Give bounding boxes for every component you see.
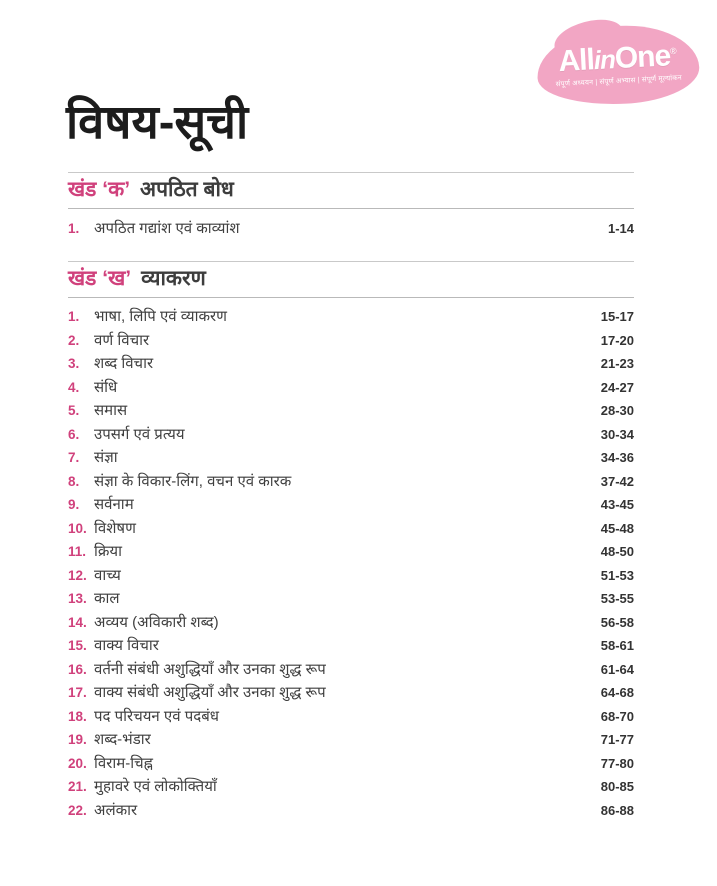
item-title: विशेषण (94, 519, 136, 537)
item-title: शब्द विचार (94, 355, 154, 373)
section-badge: खंड ‘क’ (68, 178, 131, 201)
item-number: 3. (68, 356, 80, 372)
item-number: 17. (68, 685, 87, 701)
item-pages: 17-20 (600, 332, 634, 348)
item-number: 9. (68, 497, 80, 513)
item-title: मुहावरे एवं लोकोक्तियाँ (94, 778, 217, 796)
item-title: वाक्य संबंधी अशुद्धियाँ और उनका शुद्ध रूप (94, 684, 326, 702)
section-header (68, 261, 634, 298)
item-pages: 56-58 (600, 614, 634, 630)
item-title: भाषा, लिपि एवं व्याकरण (94, 308, 227, 326)
item-title: वाच्य (94, 566, 121, 584)
item-pages: 37-42 (600, 473, 634, 489)
item-title: अलंकार (94, 801, 138, 819)
item-pages: 24-27 (600, 379, 634, 395)
sections (68, 172, 634, 843)
section-item-list (68, 306, 634, 823)
toc-section (68, 261, 634, 823)
item-title: पद परिचयन एवं पदबंध (94, 707, 219, 725)
item-number: 5. (68, 403, 80, 419)
item-title: संज्ञा (94, 449, 118, 467)
item-pages: 58-61 (600, 638, 634, 654)
logo-word-all: All (557, 43, 595, 79)
toc-item (68, 494, 634, 517)
item-title: वाक्य विचार (94, 637, 159, 655)
item-number: 11. (68, 544, 87, 560)
registered-mark-icon: ® (669, 45, 677, 57)
item-title: शब्द-भंडार (94, 731, 151, 749)
toc-item (68, 588, 634, 611)
toc-item (68, 329, 634, 352)
item-number: 22. (68, 802, 87, 818)
logo-wordmark (558, 41, 678, 77)
item-title: संज्ञा के विकार-लिंग, वचन एवं कारक (94, 472, 292, 490)
toc-item (68, 635, 634, 658)
item-pages: 71-77 (600, 732, 634, 748)
item-pages: 80-85 (600, 779, 634, 795)
item-pages: 1-14 (607, 220, 634, 236)
section-title: व्याकरण (141, 266, 206, 290)
toc-item (68, 682, 634, 705)
toc-item (68, 564, 634, 587)
item-number: 1. (68, 220, 80, 236)
item-number: 15. (68, 638, 87, 654)
item-pages: 48-50 (600, 544, 634, 560)
toc-item (68, 400, 634, 423)
page-title: विषय-सूची (66, 95, 249, 148)
item-number: 6. (68, 426, 80, 442)
section-item-list (68, 217, 634, 240)
item-number: 4. (68, 379, 80, 395)
item-title: सर्वनाम (94, 496, 134, 514)
item-number: 10. (68, 520, 87, 536)
item-pages: 34-36 (600, 450, 634, 466)
item-pages: 86-88 (600, 802, 634, 818)
item-number: 1. (68, 309, 80, 325)
item-number: 7. (68, 450, 80, 466)
item-title: वर्तनी संबंधी अशुद्धियाँ और उनका शुद्ध रूप (94, 660, 326, 678)
section-header (68, 172, 634, 209)
item-title: संधि (94, 378, 118, 396)
toc-item (68, 658, 634, 681)
toc-item (68, 729, 634, 752)
logo-tagline: संपूर्ण अध्ययन | संपूर्ण अभ्यास | संपूर्ण मूल्यांकन (555, 74, 683, 89)
toc-item (68, 611, 634, 634)
item-number: 14. (68, 614, 87, 630)
toc-item (68, 353, 634, 376)
item-title: विराम-चिह्न (94, 754, 153, 772)
item-pages: 61-64 (600, 661, 634, 677)
toc-item (68, 423, 634, 446)
toc-item (68, 517, 634, 540)
item-number: 18. (68, 708, 87, 724)
toc-item (68, 752, 634, 775)
item-pages: 30-34 (600, 426, 634, 442)
item-number: 2. (68, 332, 80, 348)
item-number: 20. (68, 755, 87, 771)
toc-item (68, 470, 634, 493)
item-pages: 15-17 (600, 309, 634, 325)
item-number: 12. (68, 567, 87, 583)
item-pages: 64-68 (600, 685, 634, 701)
toc-item (68, 306, 634, 329)
item-pages: 68-70 (600, 708, 634, 724)
section-badge: खंड ‘ख’ (68, 266, 132, 290)
toc-item (68, 217, 634, 240)
item-pages: 77-80 (600, 755, 634, 771)
logo-word-one: One (614, 39, 672, 76)
toc-item (68, 705, 634, 728)
item-number: 8. (68, 473, 80, 489)
toc-item (68, 799, 634, 822)
toc-section (68, 172, 634, 241)
item-pages: 43-45 (600, 497, 634, 513)
item-number: 16. (68, 661, 87, 677)
toc-item (68, 541, 634, 564)
item-pages: 45-48 (600, 520, 634, 536)
item-title: क्रिया (94, 543, 122, 561)
toc-item (68, 376, 634, 399)
item-title: अपठित गद्यांश एवं काव्यांश (94, 219, 240, 237)
item-title: समास (94, 402, 128, 420)
item-pages: 53-55 (600, 591, 634, 607)
item-pages: 51-53 (600, 567, 634, 583)
item-pages: 28-30 (600, 403, 634, 419)
toc-item (68, 776, 634, 799)
item-number: 13. (68, 591, 87, 607)
logo-word-in: in (593, 44, 616, 76)
item-title: वर्ण विचार (94, 331, 150, 349)
item-number: 19. (68, 732, 87, 748)
brand-logo (535, 22, 701, 108)
item-number: 21. (68, 779, 87, 795)
item-title: अव्यय (अविकारी शब्द) (94, 613, 219, 631)
toc-item (68, 447, 634, 470)
item-title: उपसर्ग एवं प्रत्यय (94, 425, 185, 443)
item-pages: 21-23 (600, 356, 634, 372)
section-title: अपठित बोध (140, 178, 234, 201)
item-title: काल (94, 590, 120, 608)
